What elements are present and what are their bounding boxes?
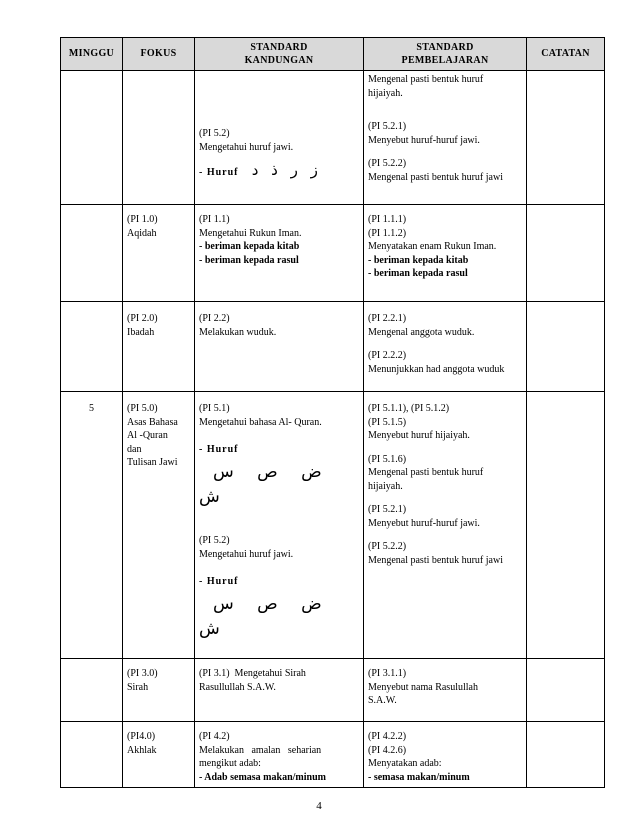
sk-bullet: - Adab semasa makan/minum: [199, 771, 326, 783]
sk-bullet: - beriman kepada rasul: [199, 254, 299, 266]
standard-pembelajaran-cell: [364, 71, 527, 205]
standard-kandungan-cell: [195, 71, 364, 205]
table-row: [61, 302, 605, 392]
fokus-name: Aqidah: [127, 227, 157, 239]
table-row: [61, 722, 605, 788]
fokus-cell: [123, 71, 195, 205]
sp-text: S.A.W.: [368, 695, 397, 706]
sk-text: Rasullullah S.A.W.: [199, 681, 276, 693]
fokus-name: Ibadah: [127, 326, 155, 338]
sk-code: (PI 5.1): [199, 403, 230, 414]
sp-code: (PI 5.2.2): [368, 158, 407, 169]
sp-code: (PI 1.1.1): [368, 214, 407, 225]
header-sp-line1: STANDARD: [416, 41, 474, 53]
standard-pembelajaran-cell: [364, 722, 527, 788]
standard-pembelajaran-cell: [364, 302, 527, 392]
header-fokus: FOKUS: [123, 38, 195, 71]
header-sk-line2: KANDUNGAN: [244, 55, 314, 66]
header-sk-line1: STANDARD: [250, 41, 308, 53]
minggu-cell: [61, 302, 123, 392]
standard-pembelajaran-cell: [364, 205, 527, 302]
sp-code: (PI 5.2.2): [368, 541, 407, 552]
fokus-code: (PI 1.0): [127, 214, 158, 225]
fokus-cell: [123, 392, 195, 659]
minggu-cell: [61, 722, 123, 788]
fokus-cell: [123, 302, 195, 392]
standard-kandungan-cell: [195, 659, 364, 722]
table-row: [61, 205, 605, 302]
standard-kandungan-cell: [195, 205, 364, 302]
standard-pembelajaran-cell: [364, 392, 527, 659]
arabic-letter-extra: ش: [199, 487, 220, 507]
huruf-line: [199, 161, 359, 180]
huruf-label: - Huruf: [199, 576, 239, 587]
sk-code: (PI 2.2): [199, 313, 230, 324]
arabic-letter-extra: ش: [199, 619, 220, 639]
sp-text: Mengenal pasti bentuk huruf: [368, 467, 484, 478]
arabic-letters: ض ص س: [213, 462, 322, 482]
catatan-cell: [527, 302, 605, 392]
sp-text: Menyebut huruf hijaiyah.: [368, 430, 470, 441]
arabic-letters: ض ص س: [213, 594, 322, 614]
header-standard-kandungan: [195, 38, 364, 71]
sk-text: Mengetahui huruf jawi.: [199, 548, 294, 560]
catatan-cell: [527, 71, 605, 205]
sp-code: (PI 5.1.6): [368, 453, 407, 465]
standard-kandungan-cell: [195, 392, 364, 659]
header-sp-line2: PEMBELAJARAN: [401, 55, 489, 66]
sp-code: (PI 5.2.1): [368, 121, 407, 132]
huruf-line: [199, 439, 359, 486]
huruf-label: - Huruf: [199, 444, 239, 455]
huruf-line: [199, 571, 359, 618]
table-row: [61, 659, 605, 722]
standard-kandungan-cell: [195, 722, 364, 788]
fokus-name: Akhlak: [127, 744, 157, 756]
catatan-cell: [527, 722, 605, 788]
huruf-label: - Huruf: [199, 167, 239, 178]
fokus-code: (PI 2.0): [127, 313, 158, 324]
sp-text: Mengenal anggota wuduk.: [368, 326, 475, 338]
table-row: [61, 71, 605, 205]
catatan-cell: [527, 392, 605, 659]
sk-code: (PI 1.1): [199, 214, 230, 225]
catatan-cell: [527, 205, 605, 302]
sp-text: Mengenal pasti bentuk huruf jawi: [368, 171, 503, 183]
sp-code: (PI 5.1.1), (PI 5.1.2): [368, 403, 450, 414]
minggu-cell: [61, 205, 123, 302]
catatan-cell: [527, 659, 605, 722]
sk-text: Melakukan wuduk.: [199, 326, 277, 338]
sp-text: Mengenal pasti bentuk huruf: [368, 74, 484, 85]
fokus-name: Sirah: [127, 681, 149, 693]
sk-code: (PI 5.2): [199, 128, 230, 139]
sk-text: Mengetahui Rukun Iman.: [199, 227, 302, 239]
fokus-cell: [123, 205, 195, 302]
sk-text: Mengetahui huruf jawi.: [199, 141, 294, 153]
sk-text: (PI 3.1) Mengetahui Sirah: [199, 668, 306, 679]
sp-code: (PI 2.2.1): [368, 313, 407, 324]
sp-text: Menunjukkan had anggota wuduk: [368, 363, 505, 375]
standard-kandungan-cell: [195, 302, 364, 392]
sk-text: mengikut adab:: [199, 758, 261, 769]
fokus-name: Al -Quran: [127, 430, 168, 441]
fokus-code: (PI 5.0): [127, 403, 158, 414]
sp-code: (PI 2.2.2): [368, 350, 407, 361]
sp-text: Menyatakan enam Rukun Iman.: [368, 241, 497, 252]
sp-text: Menyebut nama Rasulullah: [368, 681, 478, 693]
standard-pembelajaran-cell: [364, 659, 527, 722]
curriculum-table: [60, 37, 605, 788]
minggu-cell: [61, 659, 123, 722]
fokus-code: (PI 3.0): [127, 668, 158, 679]
header-minggu: MINGGU: [61, 38, 123, 71]
sp-code: (PI 1.1.2): [368, 227, 407, 239]
fokus-code: (PI4.0): [127, 731, 156, 742]
minggu-cell: [61, 392, 123, 659]
sp-text: Menyebut huruf-huruf jawi.: [368, 134, 480, 146]
sp-text: Menyatakan adab:: [368, 758, 442, 769]
sp-text: hijaiyah.: [368, 480, 403, 492]
sp-code: (PI 4.2.2): [368, 731, 407, 742]
sp-code: (PI 3.1.1): [368, 668, 407, 679]
sk-bullet: - beriman kepada kitab: [199, 241, 300, 252]
sp-code: (PI 5.2.1): [368, 504, 407, 515]
sp-code: (PI 4.2.6): [368, 744, 407, 756]
fokus-name: dan: [127, 443, 142, 455]
sp-bullet: - beriman kepada rasul: [368, 268, 468, 279]
sp-text: Menyebut huruf-huruf jawi.: [368, 517, 480, 529]
page-number: 4: [316, 800, 322, 812]
sp-bullet: - semasa makan/minum: [368, 771, 470, 783]
fokus-cell: [123, 722, 195, 788]
sp-text: hijaiyah.: [368, 87, 403, 99]
fokus-name: Tulisan Jawi: [127, 457, 178, 468]
sk-code: (PI 4.2): [199, 731, 230, 742]
minggu-cell: [61, 71, 123, 205]
header-catatan: CATATAN: [527, 38, 605, 71]
sk-text: Mengetahui bahasa Al- Quran.: [199, 416, 322, 428]
table-header-row: [61, 38, 605, 71]
sp-bullet: - beriman kepada kitab: [368, 254, 469, 266]
fokus-name: Asas Bahasa: [127, 416, 178, 428]
sp-text: Mengenal pasti bentuk huruf jawi: [368, 554, 503, 566]
table-row: [61, 392, 605, 659]
fokus-cell: [123, 659, 195, 722]
minggu-number: 5: [89, 403, 94, 414]
sp-code: (PI 5.1.5): [368, 416, 407, 428]
header-standard-pembelajaran: [364, 38, 527, 71]
arabic-letters: ز ر ذ د: [251, 161, 318, 179]
sk-text: Melakukan amalan seharian: [199, 744, 322, 756]
sk-code: (PI 5.2): [199, 535, 230, 546]
